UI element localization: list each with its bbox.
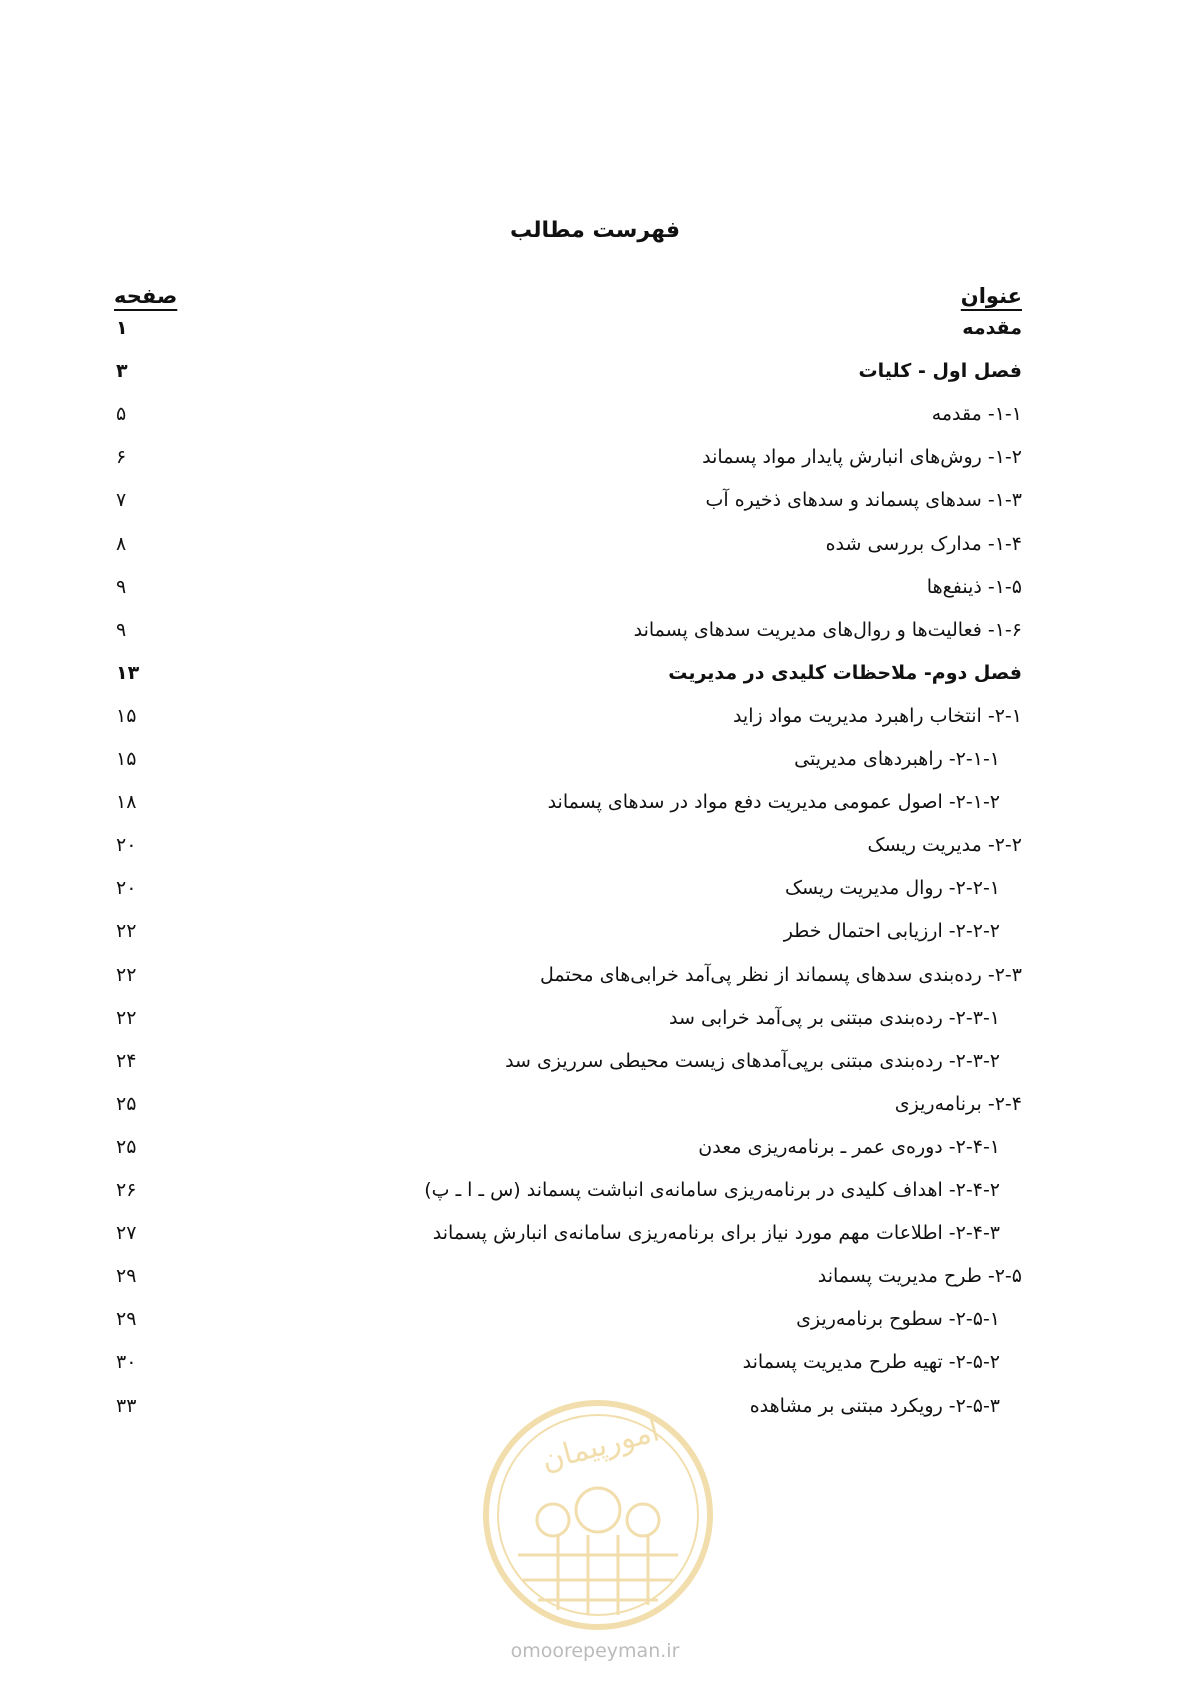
toc-entry-page: ۹ — [116, 618, 127, 641]
toc-entry — [0, 572, 1190, 616]
toc-entry-page: ۲۹ — [116, 1265, 137, 1288]
toc-entry-page: ۱۵ — [116, 748, 137, 770]
watermark-logo — [478, 1395, 718, 1635]
title-column-header: عنوان — [960, 284, 1022, 308]
toc-entry-title: مقدمه — [962, 317, 1022, 339]
toc-entry-page: ۱۵ — [116, 704, 137, 727]
toc-entry — [0, 744, 1190, 788]
toc-entry — [0, 1046, 1190, 1090]
toc-entry — [0, 1261, 1190, 1305]
toc-entry — [0, 615, 1190, 659]
toc-entry-page: ۲۷ — [116, 1222, 137, 1245]
toc-entry-page: ۱۸ — [116, 791, 137, 814]
toc-entry — [0, 830, 1190, 874]
toc-entry — [0, 1003, 1190, 1047]
toc-entry — [0, 787, 1190, 831]
toc-entry — [0, 356, 1190, 400]
toc-entry-page: ۶ — [116, 446, 127, 469]
svg-text:امورپیمان: امورپیمان — [537, 1413, 664, 1479]
toc-entry-page: ۱ — [116, 317, 128, 339]
toc-entry-page: ۸ — [116, 532, 127, 555]
toc-entry-title: ۲-۳-۱- رده‌بندی مبتنی بر پی‌آمد خرابی سد — [669, 1006, 1000, 1029]
toc-entry-page: ۲۹ — [116, 1308, 137, 1331]
toc-entry-page: ۲۲ — [116, 963, 137, 986]
toc-entry — [0, 701, 1190, 745]
toc-entry-page: ۳ — [116, 360, 128, 383]
toc-entry-title: ۲-۲-۲- ارزیابی احتمال خطر — [783, 920, 1000, 943]
toc-entry-title: ۲-۴-۳- اطلاعات مهم مورد نیاز برای برنامه‌ریزی سامانه‌ی انبارش پسماند — [432, 1222, 1000, 1245]
toc-entry-title: ۲-۵-۳- رویکرد مبتنی بر مشاهده — [749, 1394, 1000, 1417]
toc-entry-title: ۱-۵- ذینفع‌ها — [926, 575, 1022, 598]
toc-entry-title: ۱-۳- سدهای پسماند و سدهای ذخیره آب — [705, 489, 1022, 512]
page-title: فهرست مطالب — [509, 218, 681, 243]
toc-entry-page: ۲۶ — [116, 1179, 137, 1201]
toc-entry-title: ۲-۱-۱- راهبردهای مدیریتی — [794, 748, 1000, 770]
toc-entry-title: ۱-۶- فعالیت‌ها و روال‌های مدیریت سدهای پسماند — [633, 618, 1022, 641]
toc-entry-title: ۱-۲- روش‌های انبارش پایدار مواد پسماند — [702, 446, 1022, 469]
toc-entry-title: ۲-۴- برنامه‌ریزی — [894, 1092, 1022, 1115]
toc-entry-page: ۲۰ — [116, 834, 137, 857]
toc-entry — [0, 960, 1190, 1004]
toc-entry — [0, 916, 1190, 960]
watermark-url: omoorepeyman.ir — [510, 1640, 680, 1662]
toc-entry — [0, 1218, 1190, 1262]
toc-entry — [0, 313, 1190, 357]
toc-entry — [0, 1089, 1190, 1133]
toc-entry — [0, 658, 1190, 702]
toc-entry-page: ۳۰ — [116, 1351, 137, 1374]
toc-entry-page: ۱۳ — [116, 661, 140, 684]
toc-entry-title: ۲-۳-۲- رده‌بندی مبتنی برپی‌آمدهای زیست محیطی سرریزی سد — [505, 1049, 1000, 1072]
toc-entry-page: ۲۵ — [116, 1135, 137, 1158]
toc-entry — [0, 442, 1190, 486]
toc-entry-title: ۲-۱-۲- اصول عمومی مدیریت دفع مواد در سدهای پسماند — [547, 791, 1000, 814]
toc-entry-title: ۲-۴-۲- اهداف کلیدی در برنامه‌ریزی سامانه‌ی انباشت پسماند (س ـ ا ـ پ) — [424, 1179, 1000, 1201]
toc-entry-title: ۲-۴-۱- دوره‌ی عمر ـ برنامه‌ریزی معدن — [698, 1135, 1000, 1158]
page-column-header: صفحه — [114, 284, 178, 308]
toc-entry — [0, 485, 1190, 529]
toc-entry-title: ۲-۵-۲- تهیه طرح مدیریت پسماند — [742, 1351, 1000, 1374]
toc-entry-title: ۲-۳- رده‌بندی سدهای پسماند از نظر پی‌آمد خرابی‌های محتمل — [540, 963, 1022, 986]
toc-entry — [0, 399, 1190, 443]
toc-entry-title: فصل اول - کلیات — [858, 360, 1022, 383]
toc-entry-page: ۵ — [116, 403, 127, 426]
toc-entry-page: ۳۳ — [116, 1394, 137, 1417]
toc-entry-title: ۲-۵- طرح مدیریت پسماند — [817, 1265, 1022, 1288]
toc-entry-page: ۲۲ — [116, 1006, 137, 1029]
toc-entry-page: ۲۴ — [116, 1049, 137, 1072]
toc-entry-title: ۲-۵-۱- سطوح برنامه‌ریزی — [796, 1308, 1000, 1331]
toc-entry-page: ۲۲ — [116, 920, 137, 943]
toc-entry — [0, 873, 1190, 917]
toc-entry — [0, 1304, 1190, 1348]
toc-entry-page: ۷ — [116, 489, 127, 512]
toc-entry — [0, 1347, 1190, 1391]
toc-entry-title: ۲-۱- انتخاب راهبرد مدیریت مواد زاید — [732, 704, 1022, 727]
toc-entry-title: ۱-۴- مدارک بررسی شده — [825, 532, 1022, 555]
toc-entry — [0, 529, 1190, 573]
toc-entry-title: ۱-۱- مقدمه — [931, 403, 1022, 426]
toc-entry-title: ۲-۲- مدیریت ریسک — [867, 834, 1022, 857]
toc-entry — [0, 1132, 1190, 1176]
toc-entry-title: فصل دوم- ملاحظات کلیدی در مدیریت — [668, 661, 1022, 684]
toc-entry-page: ۲۵ — [116, 1092, 137, 1115]
toc-entry-page: ۹ — [116, 575, 127, 598]
toc-entry — [0, 1175, 1190, 1219]
toc-entry-page: ۲۰ — [116, 877, 137, 900]
toc-entry-title: ۲-۲-۱- روال مدیریت ریسک — [784, 877, 1000, 900]
